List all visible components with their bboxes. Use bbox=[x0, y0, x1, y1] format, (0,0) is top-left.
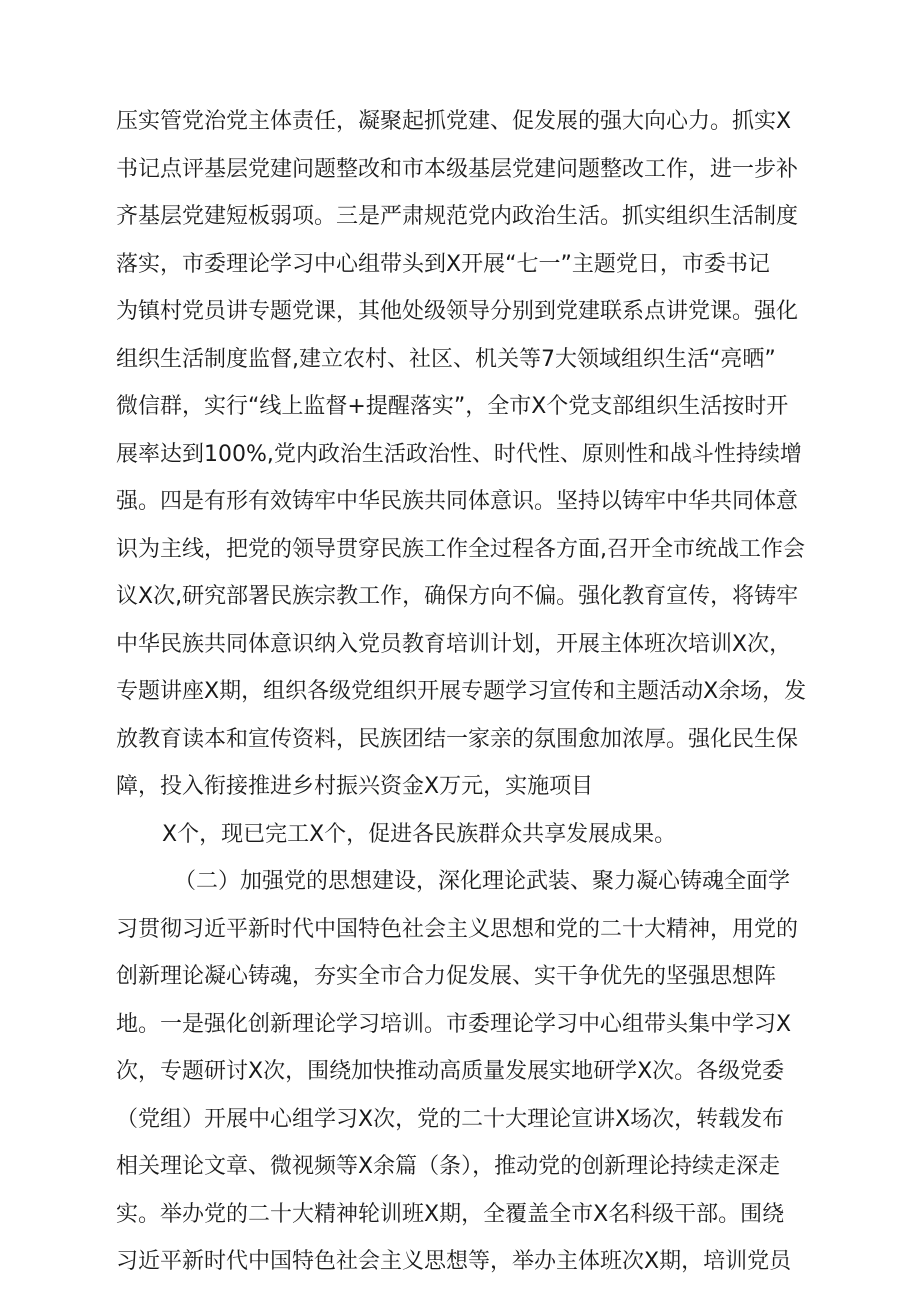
text-line: 中华民族共同体意识纳入党员教育培训计划，开展主体班次培训X次， bbox=[116, 631, 792, 657]
text-line: 组织生活制度监督,建立农村、社区、机关等7大领域组织生活“亮晒” bbox=[116, 346, 776, 372]
text-line: 微信群，实行“线上监督+提醒落实”，全市X个党支部组织生活按时开 bbox=[116, 394, 789, 419]
document-body bbox=[116, 98, 834, 1286]
text-line: 放教育读本和宣传资料，民族团结一家亲的氛围愈加浓厚。强化民生保 bbox=[116, 726, 799, 752]
text-line: 习贯彻习近平新时代中国特色社会主义思想和党的二十大精神，用党的 bbox=[116, 916, 799, 942]
text-line: X个，现已完工X个，促进各民族群众共享发展成果。 bbox=[162, 821, 677, 847]
text-line: 相关理论文章、微视频等X余篇（条），推动党的创新理论持续走深走 bbox=[116, 1154, 781, 1179]
text-line: 落实，市委理论学习中心组带头到X开展“七一”主题党日，市委书记 bbox=[116, 251, 770, 277]
text-line: 齐基层党建短板弱项。三是严肃规范党内政治生活。抓实组织生活制度 bbox=[116, 204, 799, 229]
text-line: 实。举办党的二十大精神轮训班X期，全覆盖全市X名科级干部。围绕 bbox=[116, 1201, 785, 1227]
text-line: 专题讲座X期，组织各级党组织开展专题学习宣传和主题活动X余场，发 bbox=[116, 679, 807, 704]
text-line: 次，专题研讨X次，围绕加快推动高质量发展实地研学X次。各级党委 bbox=[116, 1059, 785, 1084]
text-line: 压实管党治党主体责任，凝聚起抓党建、促发展的强大向心力。抓实X bbox=[116, 109, 792, 134]
text-line: 展率达到100%,党内政治生活政治性、时代性、原则性和战斗性持续增 bbox=[116, 441, 802, 467]
text-line: 障，投入衔接推进乡村振兴资金X万元，实施项目 bbox=[116, 774, 594, 799]
text-line: 地。一是强化创新理论学习培训。市委理论学习中心组带头集中学习X bbox=[116, 1011, 792, 1037]
text-line: 书记点评基层党建问题整改和市本级基层党建问题整改工作，进一步补 bbox=[116, 156, 799, 182]
text-line: 强。四是有形有效铸牢中华民族共同体意识。坚持以铸牢中华共同体意 bbox=[116, 489, 799, 514]
text-line: 习近平新时代中国特色社会主义思想等，举办主体班次X期，培训党员 bbox=[116, 1249, 792, 1274]
text-line: （党组）开展中心组学习X次，党的二十大理论宣讲X场次，转载发布 bbox=[116, 1106, 785, 1132]
text-line: 为镇村党员讲专题党课，其他处级领导分别到党建联系点讲党课。强化 bbox=[116, 299, 799, 324]
text-line: 识为主线，把党的领导贯穿民族工作全过程各方面,召开全市统战工作会 bbox=[116, 536, 805, 562]
section-heading-line: （二）加强党的思想建设，深化理论武装、聚力凝心铸魂全面学 bbox=[174, 869, 791, 894]
text-line: 议X次,研究部署民族宗教工作，确保方向不偏。强化教育宣传，将铸牢 bbox=[116, 584, 799, 609]
text-line: 创新理论凝心铸魂，夯实全市合力促发展、实干争优先的坚强思想阵 bbox=[116, 964, 777, 989]
